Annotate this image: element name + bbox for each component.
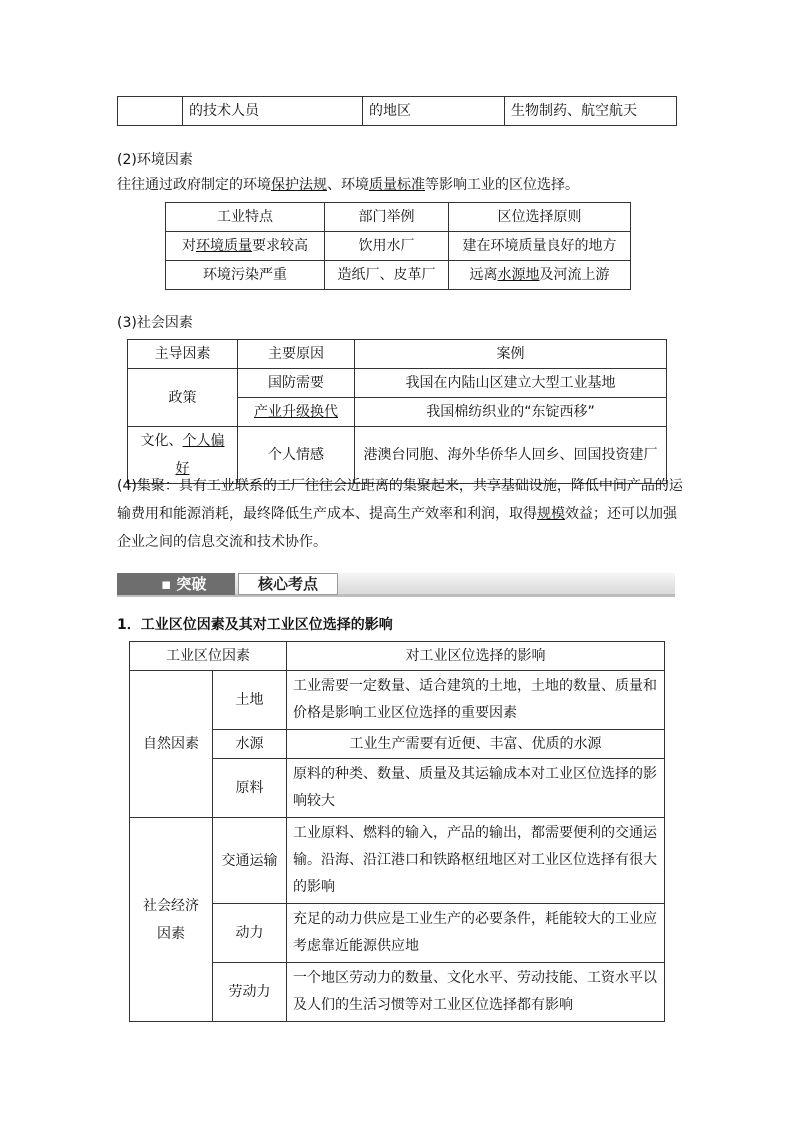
table-cell: 环境污染严重 bbox=[166, 261, 325, 290]
table-row bbox=[166, 232, 631, 261]
table-header-row bbox=[166, 203, 631, 232]
table-cell: 文化、个人偏好 bbox=[128, 427, 238, 484]
table-cell: 土地 bbox=[213, 671, 287, 730]
table-cell: 饮用水厂 bbox=[325, 232, 449, 261]
continued-table bbox=[117, 96, 677, 126]
env-table bbox=[165, 202, 631, 290]
table-cell: 建在环境质量良好的地方 bbox=[449, 232, 631, 261]
env-heading: (2)环境因素 bbox=[117, 152, 193, 168]
table-cell: 原料 bbox=[213, 759, 287, 818]
table-cell: 工业原料、燃料的输入，产品的输出，都需要便利的交通运输。沿海、沿江港口和铁路枢纽地区对工业区位选择有很大的影响 bbox=[287, 818, 665, 904]
agglomeration-paragraph: (4)集聚：具有工业联系的工厂往往会近距离的集聚起来，共享基础设施，降低中间产品的运 输费用和能源消耗，最终降低生产成本、提高生产效率和利润，取得规模效益；还可以加强 企业之间的信息交流和技术协作。 bbox=[117, 478, 683, 550]
table-cell: 政策 bbox=[128, 369, 238, 427]
table-cell: 水源 bbox=[213, 730, 287, 759]
table-header-row bbox=[128, 340, 667, 369]
table-cell: 对环境质量要求较高 bbox=[166, 232, 325, 261]
header-cell: 案例 bbox=[355, 340, 667, 369]
env-intro: 往往通过政府制定的环境保护法规、环境质量标准等影响工业的区位选择。 bbox=[117, 177, 579, 193]
table-cell: 自然因素 bbox=[130, 671, 213, 818]
table-cell: 生物制药、航空航天 bbox=[505, 97, 677, 126]
table-cell: 动力 bbox=[213, 904, 287, 963]
table-cell: 工业需要一定数量、适合建筑的土地，土地的数量、质量和价格是影响工业区位选择的重要因素 bbox=[287, 671, 665, 730]
header-cell: 工业区位因素 bbox=[130, 642, 287, 671]
banner-core-points: 核心考点 bbox=[238, 573, 338, 595]
table-cell: 港澳台同胞、海外华侨华人回乡、回国投资建厂 bbox=[355, 427, 667, 484]
header-cell: 主导因素 bbox=[128, 340, 238, 369]
section-banner bbox=[117, 573, 675, 595]
table-row bbox=[130, 818, 665, 904]
social-table bbox=[127, 339, 667, 484]
table-row bbox=[166, 261, 631, 290]
table-cell: 工业生产需要有近便、丰富、优质的水源 bbox=[287, 730, 665, 759]
table-cell: 个人情感 bbox=[238, 427, 355, 484]
table-header-row bbox=[130, 642, 665, 671]
header-cell: 区位选择原则 bbox=[449, 203, 631, 232]
header-cell: 主要原因 bbox=[238, 340, 355, 369]
table-cell: 交通运输 bbox=[213, 818, 287, 904]
table-cell: 原料的种类、数量、质量及其运输成本对工业区位选择的影响较大 bbox=[287, 759, 665, 818]
table-cell: 产业升级换代 bbox=[238, 398, 355, 427]
table-cell: 的技术人员 bbox=[183, 97, 363, 126]
table-cell: 我国棉纺织业的“东锭西移” bbox=[355, 398, 667, 427]
social-heading: (3)社会因素 bbox=[117, 315, 193, 331]
header-cell: 部门举例 bbox=[325, 203, 449, 232]
location-factors-table bbox=[129, 641, 665, 1022]
header-cell: 工业特点 bbox=[166, 203, 325, 232]
table-cell: 远离水源地及河流上游 bbox=[449, 261, 631, 290]
section-title: 1．工业区位因素及其对工业区位选择的影响 bbox=[117, 617, 393, 633]
table-cell bbox=[118, 97, 183, 126]
table-cell: 劳动力 bbox=[213, 963, 287, 1022]
table-cell: 社会经济 因素 bbox=[130, 818, 213, 1022]
table-cell: 造纸厂、皮革厂 bbox=[325, 261, 449, 290]
table-row bbox=[130, 671, 665, 730]
table-cell: 充足的动力供应是工业生产的必要条件，耗能较大的工业应考虑靠近能源供应地 bbox=[287, 904, 665, 963]
banner-breakthrough: ▪ 突破 bbox=[117, 573, 235, 595]
table-row bbox=[118, 97, 677, 126]
table-cell: 的地区 bbox=[363, 97, 505, 126]
header-cell: 对工业区位选择的影响 bbox=[287, 642, 665, 671]
table-cell: 一个地区劳动力的数量、文化水平、劳动技能、工资水平以及人们的生活习惯等对工业区位选择都有影响 bbox=[287, 963, 665, 1022]
table-cell: 我国在内陆山区建立大型工业基地 bbox=[355, 369, 667, 398]
table-cell: 国防需要 bbox=[238, 369, 355, 398]
table-row bbox=[128, 369, 667, 398]
